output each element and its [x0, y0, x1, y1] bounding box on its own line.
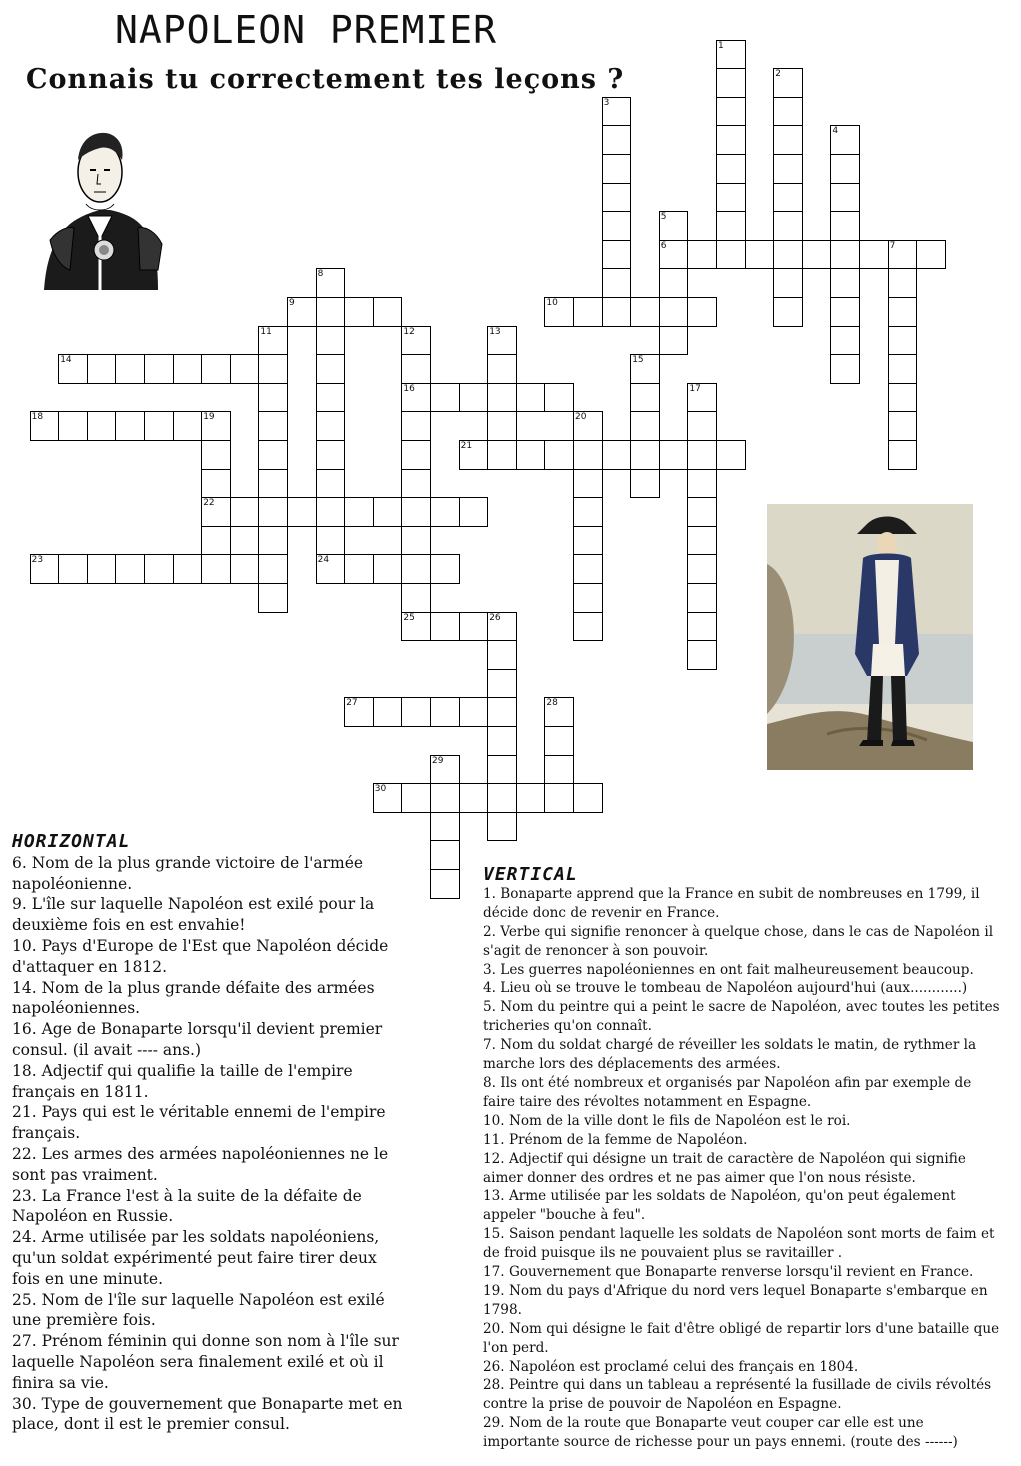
crossword-cell[interactable] — [773, 125, 803, 155]
crossword-cell[interactable] — [459, 783, 489, 813]
crossword-cell[interactable] — [630, 469, 660, 499]
crossword-cell[interactable] — [316, 526, 346, 556]
vertical-clue: 2. Verbe qui signifie renoncer à quelque chose, dans le cas de Napoléon il s'agit de renoncer à son pouvoir. — [483, 923, 994, 959]
crossword-cell[interactable] — [201, 497, 231, 527]
horizontal-clue: 22. Les armes des armées napoléoniennes ne le sont pas vraiment. — [12, 1144, 389, 1184]
crossword-cell[interactable] — [258, 497, 288, 527]
crossword-cell[interactable] — [544, 783, 574, 813]
crossword-cell[interactable] — [573, 497, 603, 527]
crossword-cell[interactable] — [173, 411, 203, 441]
crossword-cell[interactable] — [459, 497, 489, 527]
crossword-cell[interactable] — [630, 297, 660, 327]
crossword-cell[interactable] — [373, 497, 403, 527]
clue-number-label: 10 — [546, 298, 558, 308]
crossword-cell[interactable] — [773, 297, 803, 327]
vertical-clue: 12. Adjectif qui désigne un trait de caractère de Napoléon qui signifie aimer donner des ordres et ne pas aimer que l'on nous résiste. — [483, 1150, 966, 1186]
crossword-cell[interactable] — [687, 583, 717, 613]
crossword-cell[interactable] — [258, 326, 288, 356]
crossword-cell[interactable] — [745, 240, 775, 270]
crossword-cell[interactable] — [602, 211, 632, 241]
clue-number-label: 11 — [260, 326, 272, 337]
crossword-cell[interactable] — [687, 297, 717, 327]
crossword-cell[interactable] — [659, 240, 689, 270]
crossword-cell[interactable] — [830, 211, 860, 241]
crossword-cell[interactable] — [630, 383, 660, 413]
crossword-cell[interactable] — [773, 97, 803, 127]
clue-number-label: 15 — [632, 355, 644, 366]
crossword-cell[interactable] — [716, 211, 746, 241]
crossword-cell[interactable] — [173, 554, 203, 584]
crossword-cell[interactable] — [687, 554, 717, 584]
crossword-cell[interactable] — [316, 326, 346, 356]
crossword-cell[interactable] — [573, 469, 603, 499]
vertical-clue: 8. Ils ont été nombreux et organisés par Napoléon afin par exemple de faire taire des révoltes notamment en Espagne. — [483, 1074, 972, 1110]
crossword-cell[interactable] — [516, 440, 546, 470]
crossword-cell[interactable] — [573, 583, 603, 613]
crossword-cell[interactable] — [30, 554, 60, 584]
clue-number-label: 6 — [660, 240, 667, 251]
crossword-cell[interactable] — [916, 240, 946, 270]
crossword-cell[interactable] — [687, 469, 717, 499]
crossword-cell[interactable] — [401, 383, 431, 413]
crossword-cell[interactable] — [830, 183, 860, 213]
crossword-cell[interactable] — [459, 440, 489, 470]
crossword-cell[interactable] — [459, 612, 489, 642]
crossword-cell[interactable] — [573, 612, 603, 642]
horizontal-clue: 27. Prénom féminin qui donne son nom à l'île sur laquelle Napoléon sera finalement exilé et où il finira sa vie. — [12, 1332, 399, 1392]
crossword-cell[interactable] — [888, 268, 918, 298]
crossword-cell[interactable] — [888, 440, 918, 470]
clue-number-label: 18 — [31, 412, 44, 423]
clue-number-label: 25 — [403, 612, 415, 623]
horizontal-clue: 23. La France l'est à la suite de la défaite de Napoléon en Russie. — [12, 1186, 362, 1226]
crossword-cell[interactable] — [773, 268, 803, 298]
crossword-cell[interactable] — [716, 240, 746, 270]
crossword-cell[interactable] — [687, 440, 717, 470]
crossword-cell[interactable] — [30, 411, 60, 441]
crossword-cell[interactable] — [687, 640, 717, 670]
horizontal-clue: 30. Type de gouvernement que Bonaparte met en place, dont il est le premier consul. — [12, 1394, 403, 1434]
clue-number-label: 3 — [603, 97, 610, 108]
crossword-cell[interactable] — [630, 354, 660, 384]
crossword-cell[interactable] — [430, 383, 460, 413]
crossword-cell[interactable] — [316, 268, 346, 298]
crossword-cell[interactable] — [687, 526, 717, 556]
vertical-clue: 17. Gouvernement que Bonaparte renverse lorsqu'il revient en France. — [483, 1264, 974, 1281]
crossword-cell[interactable] — [573, 297, 603, 327]
crossword-cell[interactable] — [487, 726, 517, 756]
horizontal-clue: 16. Age de Bonaparte lorsqu'il devient premier consul. (il avait ---- ans.) — [12, 1020, 383, 1059]
clue-number-label: 17 — [689, 383, 701, 394]
vertical-clue: 26. Napoléon est proclamé celui des français en 1804. — [483, 1358, 859, 1375]
crossword-cell[interactable] — [115, 554, 145, 584]
crossword-cell[interactable] — [87, 554, 117, 584]
crossword-cell[interactable] — [888, 411, 918, 441]
crossword-cell[interactable] — [459, 383, 489, 413]
crossword-cell[interactable] — [459, 697, 489, 727]
clue-number-label: 9 — [289, 298, 295, 308]
crossword-cell[interactable] — [58, 554, 88, 584]
crossword-cell[interactable] — [344, 297, 374, 327]
crossword-cell[interactable] — [716, 97, 746, 127]
crossword-cell[interactable] — [602, 268, 632, 298]
crossword-cell[interactable] — [401, 697, 431, 727]
crossword-cell[interactable] — [115, 411, 145, 441]
crossword-cell[interactable] — [430, 554, 460, 584]
crossword-cell[interactable] — [401, 583, 431, 613]
crossword-cell[interactable] — [316, 411, 346, 441]
crossword-cell[interactable] — [830, 354, 860, 384]
vertical-clue: 13. Arme utilisée par les soldats de Napoléon, qu'on peut également appeler "bouche à feu". — [483, 1188, 956, 1224]
clue-number-label: 24 — [317, 555, 330, 566]
crossword-cell[interactable] — [115, 354, 145, 384]
crossword-cell[interactable] — [888, 383, 918, 413]
crossword-cell[interactable] — [602, 97, 632, 127]
crossword-cell[interactable] — [201, 526, 231, 556]
vertical-clue: 29. Nom de la route que Bonaparte veut couper car elle est une importante source de richesse pour un pays ennemi. (route des ------) — [483, 1415, 958, 1451]
crossword-cell[interactable] — [487, 383, 517, 413]
crossword-cell[interactable] — [888, 297, 918, 327]
clue-number-label: 21 — [460, 441, 473, 451]
crossword-cell[interactable] — [830, 240, 860, 270]
horizontal-clue: 10. Pays d'Europe de l'Est que Napoléon décide d'attaquer en 1812. — [12, 936, 389, 976]
vertical-clue: 7. Nom du soldat chargé de réveiller les soldats le matin, de rythmer la marche lors des déplacements des armées. — [483, 1037, 977, 1073]
crossword-cell[interactable] — [487, 440, 517, 470]
crossword-cell[interactable] — [888, 354, 918, 384]
crossword-cell[interactable] — [888, 240, 918, 270]
crossword-cell[interactable] — [430, 783, 460, 813]
crossword-cell[interactable] — [659, 297, 689, 327]
crossword-cell[interactable] — [430, 840, 460, 870]
crossword-cell[interactable] — [830, 125, 860, 155]
clue-number-label: 26 — [489, 612, 501, 623]
crossword-cell[interactable] — [773, 183, 803, 213]
clue-number-label: 1 — [718, 40, 724, 51]
crossword-cell[interactable] — [802, 240, 832, 270]
crossword-cell[interactable] — [230, 497, 260, 527]
crossword-cell[interactable] — [544, 726, 574, 756]
crossword-cell[interactable] — [230, 554, 260, 584]
crossword-cell[interactable] — [573, 411, 603, 441]
crossword-cell[interactable] — [716, 440, 746, 470]
clue-number-label: 30 — [374, 784, 387, 795]
crossword-cell[interactable] — [573, 440, 603, 470]
crossword-cell[interactable] — [602, 240, 632, 270]
crossword-cell[interactable] — [173, 354, 203, 384]
horizontal-clue: 9. L'île sur laquelle Napoléon est exilé pour la deuxième fois en est envahie! — [12, 895, 375, 935]
crossword-cell[interactable] — [401, 440, 431, 470]
crossword-cell[interactable] — [630, 440, 660, 470]
crossword-cell[interactable] — [687, 240, 717, 270]
crossword-cell[interactable] — [487, 612, 517, 642]
clue-number-label: 7 — [889, 240, 896, 251]
crossword-cell[interactable] — [659, 211, 689, 241]
clue-number-label: 14 — [60, 355, 72, 366]
crossword-cell[interactable] — [773, 211, 803, 241]
crossword-cell[interactable] — [716, 183, 746, 213]
crossword-cell[interactable] — [830, 268, 860, 298]
crossword-cell[interactable] — [516, 783, 546, 813]
vertical-clue: 28. Peintre qui dans un tableau a représenté la fusillade de civils révoltés contre la prise de pouvoir de Napoléon en Espagne. — [483, 1377, 992, 1413]
crossword-cell[interactable] — [201, 440, 231, 470]
crossword-cell[interactable] — [544, 383, 574, 413]
crossword-cell[interactable] — [602, 440, 632, 470]
crossword-cell[interactable] — [201, 469, 231, 499]
crossword-cell[interactable] — [602, 125, 632, 155]
clue-number-label: 28 — [546, 698, 558, 709]
crossword-cell[interactable] — [544, 440, 574, 470]
crossword-cell[interactable] — [573, 526, 603, 556]
crossword-cell[interactable] — [659, 326, 689, 356]
horizontal-clue: 18. Adjectif qui qualifie la taille de l'empire français en 1811. — [12, 1061, 353, 1101]
crossword-cell[interactable] — [344, 497, 374, 527]
crossword-cell[interactable] — [144, 354, 174, 384]
crossword-cell[interactable] — [258, 440, 288, 470]
vertical-clue: 20. Nom qui désigne le fait d'être obligé de repartir lors d'une bataille que l'on perd. — [483, 1320, 1000, 1356]
crossword-cell[interactable] — [316, 383, 346, 413]
crossword-cell[interactable] — [487, 812, 517, 842]
crossword-cell[interactable] — [373, 783, 403, 813]
crossword-cell[interactable] — [544, 297, 574, 327]
napoleon-on-cliff-painting-icon — [767, 504, 973, 770]
crossword-cell[interactable] — [773, 154, 803, 184]
crossword-cell[interactable] — [430, 812, 460, 842]
crossword-cell[interactable] — [401, 612, 431, 642]
crossword-cell[interactable] — [258, 554, 288, 584]
clue-number-label: 13 — [489, 326, 501, 337]
page-subtitle: Connais tu correctement tes leçons ? — [26, 64, 625, 95]
crossword-cell[interactable] — [430, 697, 460, 727]
crossword-cell[interactable] — [687, 411, 717, 441]
vertical-clue: 3. Les guerres napoléoniennes en ont fait malheureusement beaucoup. — [483, 961, 974, 978]
horizontal-clue: 14. Nom de la plus grande défaite des armées napoléoniennes. — [12, 978, 375, 1018]
crossword-cell[interactable] — [58, 354, 88, 384]
crossword-cell[interactable] — [602, 297, 632, 327]
crossword-cell[interactable] — [344, 697, 374, 727]
crossword-cell[interactable] — [430, 755, 460, 785]
crossword-cell[interactable] — [602, 183, 632, 213]
crossword-cell[interactable] — [201, 354, 231, 384]
crossword-cell[interactable] — [201, 554, 231, 584]
crossword-cell[interactable] — [401, 526, 431, 556]
crossword-cell[interactable] — [87, 411, 117, 441]
crossword-cell[interactable] — [716, 154, 746, 184]
crossword-cell[interactable] — [859, 240, 889, 270]
crossword-cell[interactable] — [287, 297, 317, 327]
crossword-cell[interactable] — [373, 297, 403, 327]
horizontal-clues — [12, 832, 407, 1435]
crossword-cell[interactable] — [487, 755, 517, 785]
crossword-cell[interactable] — [401, 554, 431, 584]
crossword-cell[interactable] — [830, 154, 860, 184]
crossword-cell[interactable] — [373, 554, 403, 584]
crossword-cell[interactable] — [659, 268, 689, 298]
crossword-cell[interactable] — [87, 354, 117, 384]
crossword-cell[interactable] — [687, 383, 717, 413]
napoleon-bust-portrait-icon — [40, 120, 170, 290]
crossword-cell[interactable] — [401, 783, 431, 813]
clue-number-label: 12 — [403, 326, 415, 337]
crossword-cell[interactable] — [516, 383, 546, 413]
crossword-cell[interactable] — [430, 869, 460, 899]
clue-number-label: 8 — [317, 269, 324, 280]
crossword-cell[interactable] — [258, 583, 288, 613]
crossword-cell[interactable] — [144, 411, 174, 441]
vertical-clue: 10. Nom de la ville dont le fils de Napoléon est le roi. — [483, 1112, 851, 1129]
crossword-cell[interactable] — [544, 697, 574, 727]
crossword-cell[interactable] — [487, 669, 517, 699]
crossword-cell[interactable] — [830, 326, 860, 356]
vertical-clue: 4. Lieu où se trouve le tombeau de Napoléon aujourd'hui (aux............) — [483, 980, 968, 997]
vertical-clue: 19. Nom du pays d'Afrique du nord vers lequel Bonaparte s'embarque en 1798. — [483, 1282, 988, 1318]
crossword-cell[interactable] — [373, 697, 403, 727]
crossword-cell[interactable] — [258, 411, 288, 441]
crossword-cell[interactable] — [487, 411, 517, 441]
clue-number-label: 4 — [832, 126, 839, 137]
crossword-cell[interactable] — [401, 326, 431, 356]
crossword-cell[interactable] — [316, 554, 346, 584]
clue-number-label: 20 — [575, 412, 587, 423]
crossword-cell[interactable] — [201, 411, 231, 441]
crossword-cell[interactable] — [401, 354, 431, 384]
crossword-cell[interactable] — [230, 354, 260, 384]
crossword-cell[interactable] — [544, 755, 574, 785]
crossword-cell[interactable] — [830, 297, 860, 327]
crossword-cell[interactable] — [344, 554, 374, 584]
crossword-cell[interactable] — [716, 68, 746, 98]
crossword-cell[interactable] — [401, 469, 431, 499]
vertical-clue: 5. Nom du peintre qui a peint le sacre de Napoléon, avec toutes les petites tricheries qu'on connaît. — [483, 999, 1000, 1035]
clue-number-label: 19 — [203, 412, 215, 423]
crossword-cell[interactable] — [573, 554, 603, 584]
crossword-cell[interactable] — [659, 440, 689, 470]
crossword-cell[interactable] — [258, 469, 288, 499]
crossword-cell[interactable] — [316, 354, 346, 384]
horizontal-clue: 25. Nom de l'île sur laquelle Napoléon est exilé une première fois. — [12, 1290, 385, 1330]
page-title: NAPOLEON PREMIER — [115, 8, 498, 52]
clue-number-label: 23 — [31, 555, 44, 566]
vertical-clues — [483, 866, 1003, 1452]
clue-number-label: 29 — [432, 755, 444, 766]
crossword-cell[interactable] — [602, 154, 632, 184]
crossword-cell[interactable] — [401, 411, 431, 441]
crossword-cell[interactable] — [487, 326, 517, 356]
clue-number-label: 16 — [403, 383, 415, 394]
crossword-cell[interactable] — [888, 326, 918, 356]
crossword-cell[interactable] — [487, 640, 517, 670]
crossword-cell[interactable] — [630, 411, 660, 441]
crossword-cell[interactable] — [487, 697, 517, 727]
clue-number-label: 22 — [203, 498, 215, 509]
crossword-cell[interactable] — [258, 383, 288, 413]
crossword-cell[interactable] — [487, 354, 517, 384]
clue-number-label: 2 — [775, 69, 781, 80]
crossword-cell[interactable] — [716, 40, 746, 70]
crossword-cell[interactable] — [258, 526, 288, 556]
crossword-cell[interactable] — [316, 440, 346, 470]
horizontal-heading: HORIZONTAL — [12, 831, 131, 852]
clue-number-label: 27 — [346, 698, 358, 709]
crossword-cell[interactable] — [773, 68, 803, 98]
vertical-clue: 1. Bonaparte apprend que la France en subit de nombreuses en 1799, il décide donc de revenir en France. — [483, 885, 980, 921]
vertical-clue: 11. Prénom de la femme de Napoléon. — [483, 1131, 748, 1148]
horizontal-clue: 6. Nom de la plus grande victoire de l'armée napoléonienne. — [12, 853, 364, 893]
crossword-cell[interactable] — [430, 497, 460, 527]
vertical-clue: 15. Saison pendant laquelle les soldats de Napoléon sont morts de faim et de froid puisque ils ne pouvaient plus se ravitailler . — [483, 1226, 995, 1262]
crossword-cell[interactable] — [58, 411, 88, 441]
horizontal-clue: 24. Arme utilisée par les soldats napoléoniens, qu'un soldat expérimenté peut faire tirer deux fois en une minute. — [12, 1228, 380, 1288]
crossword-cell[interactable] — [716, 125, 746, 155]
crossword-cell[interactable] — [773, 240, 803, 270]
crossword-cell[interactable] — [401, 497, 431, 527]
crossword-cell[interactable] — [487, 783, 517, 813]
crossword-cell[interactable] — [573, 783, 603, 813]
crossword-cell[interactable] — [144, 554, 174, 584]
crossword-cell[interactable] — [316, 469, 346, 499]
crossword-cell[interactable] — [316, 297, 346, 327]
crossword-cell[interactable] — [687, 497, 717, 527]
crossword-cell[interactable] — [430, 612, 460, 642]
crossword-cell[interactable] — [316, 497, 346, 527]
crossword-cell[interactable] — [287, 497, 317, 527]
clue-number-label: 5 — [660, 212, 667, 223]
crossword-cell[interactable] — [687, 612, 717, 642]
horizontal-clue: 21. Pays qui est le véritable ennemi de l'empire français. — [12, 1103, 386, 1143]
crossword-cell[interactable] — [258, 354, 288, 384]
vertical-heading: VERTICAL — [483, 864, 578, 885]
